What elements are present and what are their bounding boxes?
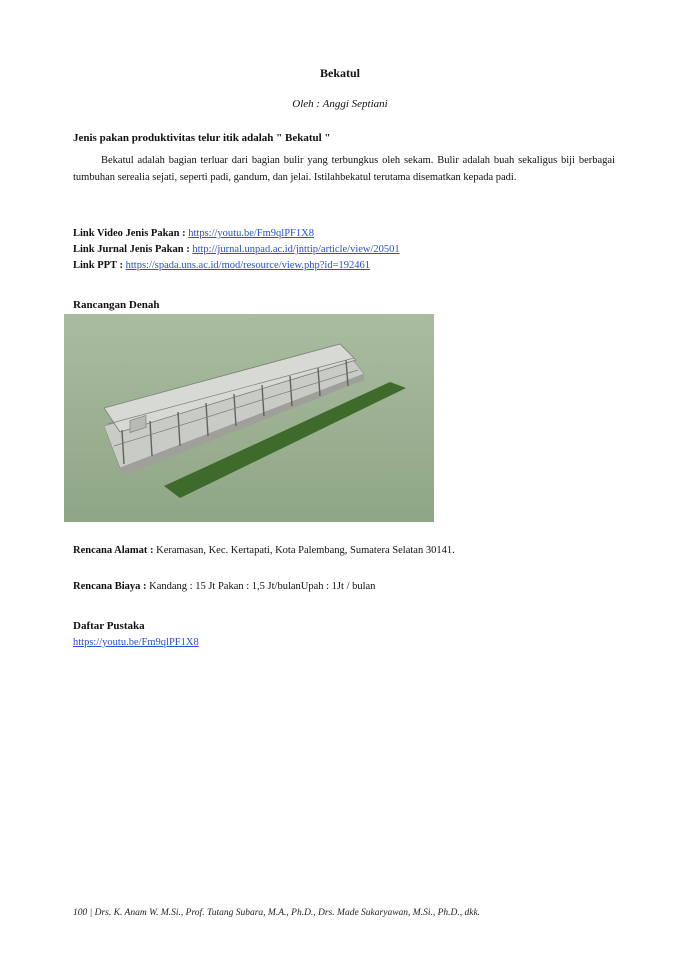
rencana-alamat [73, 545, 455, 556]
page-title: Bekatul [319, 66, 360, 80]
paragraph-bekatul: Bekatul adalah bagian terluar dari bagian bulir yang terbungkus oleh sekam. Bulir adalah buah sekaligus biji berbagai tumbuhan serealia sejati, seperti padi, gandum, dan jelai. Istilahbekatul terutama disematkan kepada padi. [73, 155, 615, 183]
page-footer: 100 | Drs. K. Anam W. M.Si., Prof. Tutang Subara, M.A., Ph.D., Drs. Made Sukaryawan, M.Si., Ph.D., dkk. [73, 908, 481, 918]
link-label-ppt: Link PPT : [73, 260, 123, 271]
link-label-jurnal: Link Jurnal Jenis Pakan : [73, 244, 190, 255]
link-list [73, 226, 400, 274]
denah-heading: Rancangan Denah [73, 299, 160, 311]
floor-plan-image [64, 314, 434, 522]
link-row-jurnal [73, 242, 400, 258]
biaya-text: Kandang : 15 Jt Pakan : 1,5 Jt/bulanUpah : 1Jt / bulan [149, 581, 376, 592]
link-row-ppt [73, 258, 400, 274]
link-row-video [73, 226, 400, 242]
author-line: Oleh : Anggi Septiani [292, 98, 388, 110]
alamat-label: Rencana Alamat : [73, 545, 154, 556]
cage-3d-render [64, 314, 434, 522]
section-heading-pakan: Jenis pakan produktivitas telur itik adalah " Bekatul " [73, 132, 331, 144]
link-jurnal[interactable]: http://jurnal.unpad.ac.id/jnttip/article/view/20501 [192, 244, 400, 255]
pustaka-link[interactable]: https://youtu.be/Fm9qlPF1X8 [73, 637, 199, 648]
pustaka-heading: Daftar Pustaka [73, 620, 145, 632]
link-video[interactable]: https://youtu.be/Fm9qlPF1X8 [188, 228, 314, 239]
rencana-biaya [73, 581, 375, 592]
biaya-label: Rencana Biaya : [73, 581, 147, 592]
alamat-text: Keramasan, Kec. Kertapati, Kota Palembang, Sumatera Selatan 30141. [156, 545, 455, 556]
link-label-video: Link Video Jenis Pakan : [73, 228, 186, 239]
link-ppt[interactable]: https://spada.uns.ac.id/mod/resource/view.php?id=192461 [125, 260, 370, 271]
